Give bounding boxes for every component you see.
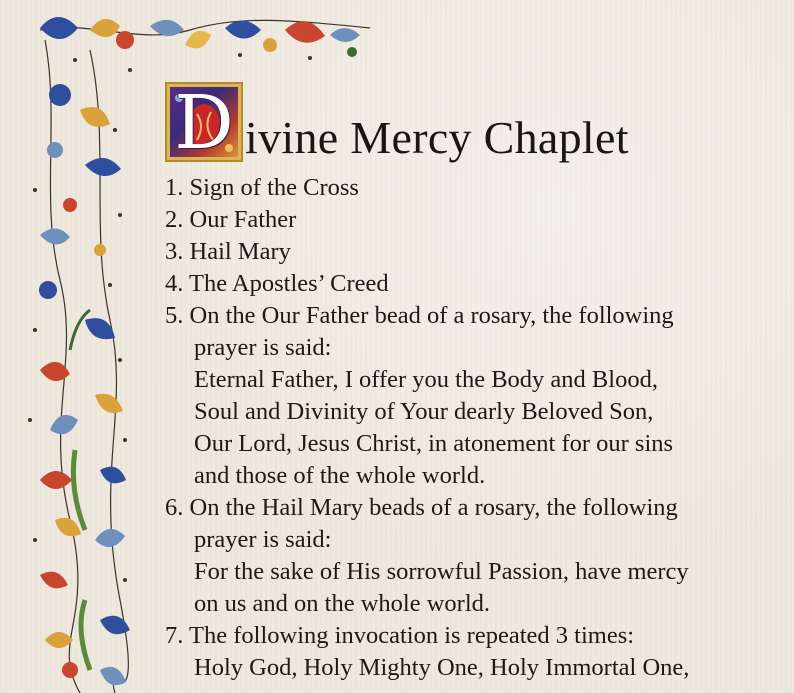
step-1: 1. Sign of the Cross <box>165 174 359 201</box>
step-4: 4. The Apostles’ Creed <box>165 270 389 297</box>
title-initial: D <box>174 80 234 166</box>
step-5-prayer-line: and those of the whole world. <box>194 462 486 489</box>
step-5-prayer-line: Our Lord, Jesus Christ, in atonement for our sins <box>194 430 674 457</box>
step-6-prayer-line: For the sake of His sorrowful Passion, have mercy <box>194 558 689 585</box>
step-5-prayer-line: Eternal Father, I offer you the Body and Blood, <box>194 366 658 393</box>
title-text: ivine Mercy Chaplet <box>245 112 629 163</box>
page-title <box>165 80 629 166</box>
step-6-heading: 6. On the Hail Mary beads of a rosary, the following <box>165 494 678 521</box>
step-5-heading: 5. On the Our Father bead of a rosary, the following <box>165 302 674 329</box>
illuminated-initial-icon <box>165 80 243 166</box>
step-7-heading: 7. The following invocation is repeated 3 times: <box>165 622 635 649</box>
step-5-line: prayer is said: <box>194 334 332 361</box>
step-6-line: prayer is said: <box>194 526 332 553</box>
step-6-prayer-line: on us and on the whole world. <box>194 590 490 617</box>
chaplet-steps <box>165 172 775 684</box>
step-5-prayer-line: Soul and Divinity of Your dearly Beloved Son, <box>194 398 654 425</box>
step-2: 2. Our Father <box>165 206 297 233</box>
step-7-prayer-line: Holy God, Holy Mighty One, Holy Immortal One, <box>194 654 690 681</box>
step-3: 3. Hail Mary <box>165 238 291 265</box>
